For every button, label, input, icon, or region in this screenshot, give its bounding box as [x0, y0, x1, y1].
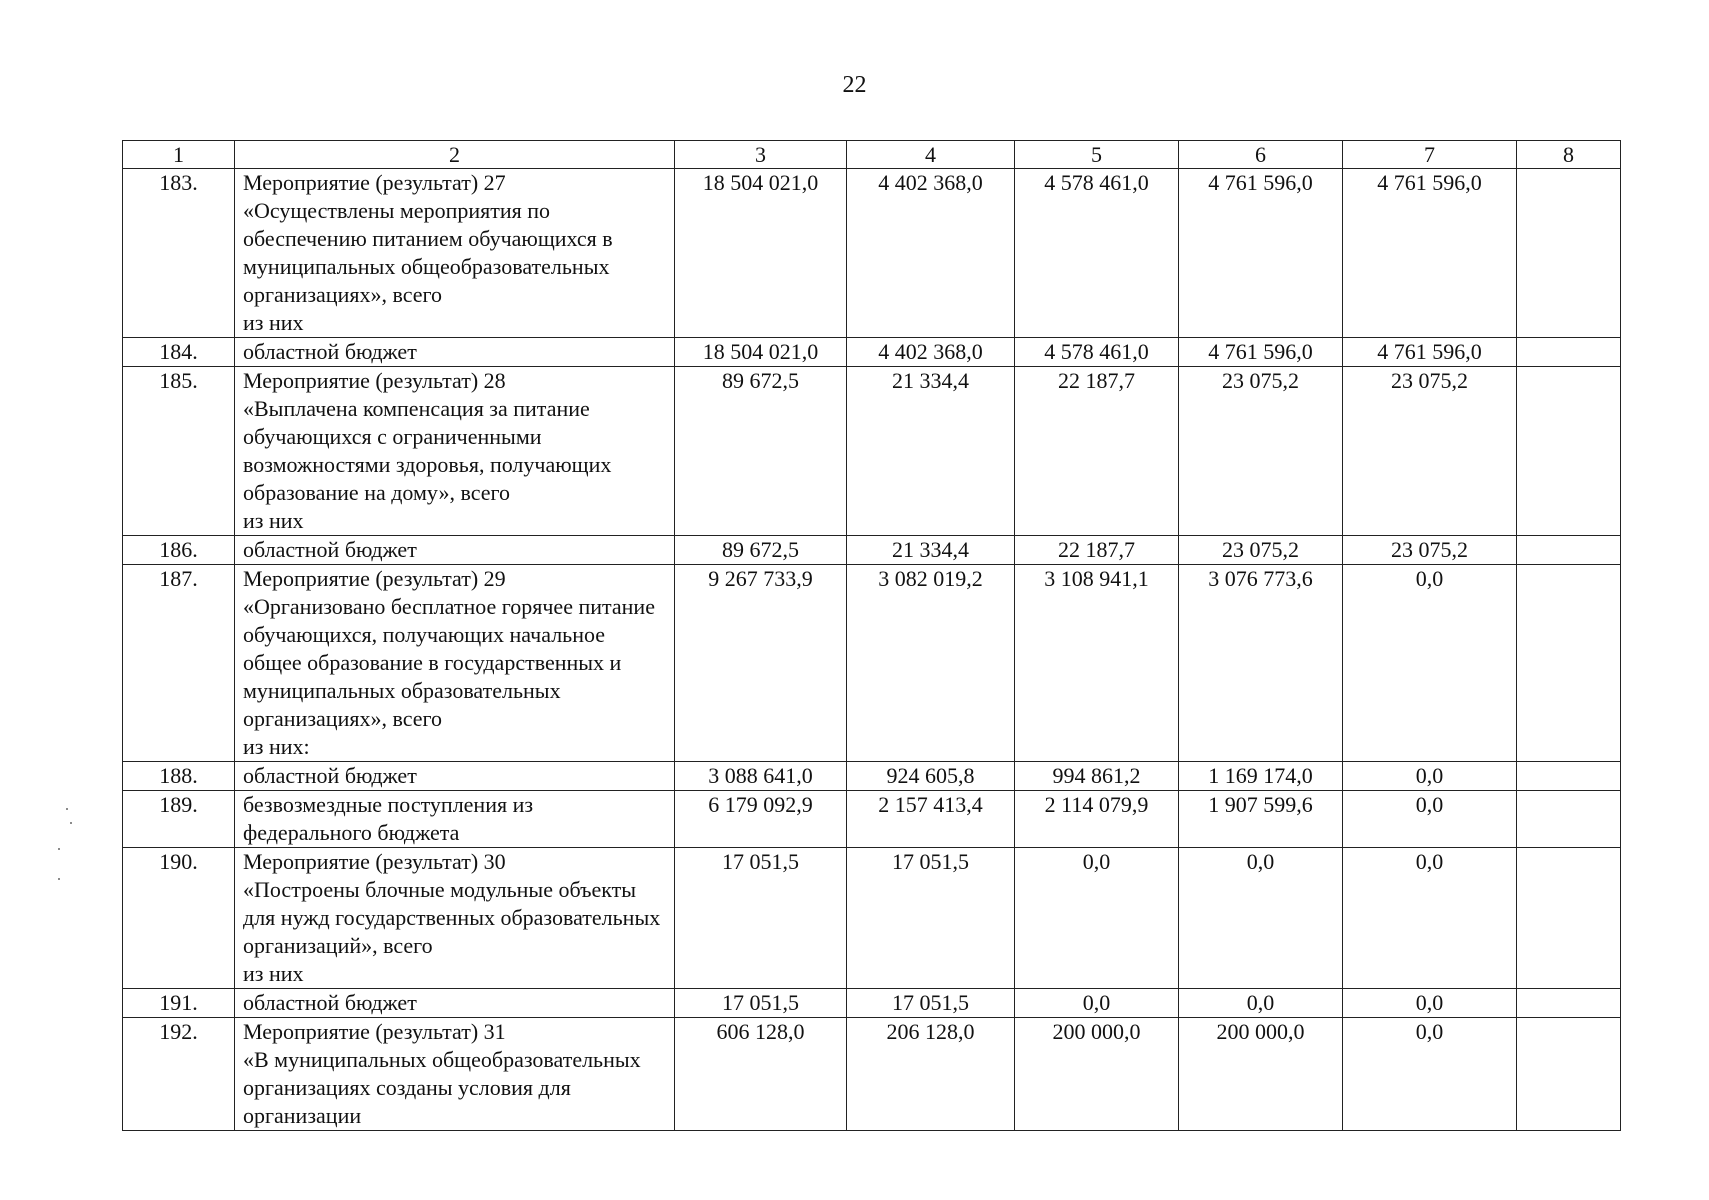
row-name: Мероприятие (результат) 28 «Выплачена компенсация за питание обучающихся с ограниченными возможностями здоровья, получающих образование на дому», всего из них [235, 367, 675, 536]
value-col-7: 0,0 [1343, 762, 1517, 791]
table-row [123, 367, 1621, 536]
value-col-4: 4 402 368,0 [847, 169, 1015, 338]
scan-speck [66, 808, 68, 810]
value-col-4: 924 605,8 [847, 762, 1015, 791]
value-col-4: 17 051,5 [847, 848, 1015, 989]
value-col-8 [1517, 762, 1621, 791]
column-header-6: 6 [1179, 141, 1343, 169]
value-col-7: 0,0 [1343, 989, 1517, 1018]
value-col-7: 4 761 596,0 [1343, 169, 1517, 338]
row-number: 188. [123, 762, 235, 791]
column-header-7: 7 [1343, 141, 1517, 169]
page-number: 22 [842, 72, 867, 98]
row-name: Мероприятие (результат) 27 «Осуществлены мероприятия по обеспечению питанием обучающихся в муниципальных общеобразовательных организациях», всего из них [235, 169, 675, 338]
value-col-8 [1517, 565, 1621, 762]
table-row [123, 848, 1621, 989]
value-col-3: 18 504 021,0 [675, 338, 847, 367]
value-col-8 [1517, 1018, 1621, 1131]
row-number: 187. [123, 565, 235, 762]
value-col-6: 0,0 [1179, 989, 1343, 1018]
value-col-3: 89 672,5 [675, 536, 847, 565]
value-col-4: 4 402 368,0 [847, 338, 1015, 367]
value-col-6: 3 076 773,6 [1179, 565, 1343, 762]
value-col-5: 4 578 461,0 [1015, 169, 1179, 338]
value-col-3: 6 179 092,9 [675, 791, 847, 848]
row-number: 192. [123, 1018, 235, 1131]
column-header-8: 8 [1517, 141, 1621, 169]
row-name: областной бюджет [235, 762, 675, 791]
row-name: безвозмездные поступления из федерального бюджета [235, 791, 675, 848]
value-col-4: 2 157 413,4 [847, 791, 1015, 848]
value-col-7: 0,0 [1343, 848, 1517, 989]
scan-speck [58, 878, 60, 880]
value-col-4: 206 128,0 [847, 1018, 1015, 1131]
row-name: Мероприятие (результат) 29 «Организовано бесплатное горячее питание обучающихся, получающих начальное общее образование в государственных и муниципальных образовательных организациях», всего из них: [235, 565, 675, 762]
value-col-6: 23 075,2 [1179, 536, 1343, 565]
column-header-3: 3 [675, 141, 847, 169]
table-body [123, 169, 1621, 1131]
value-col-6: 4 761 596,0 [1179, 338, 1343, 367]
value-col-4: 17 051,5 [847, 989, 1015, 1018]
value-col-7: 0,0 [1343, 565, 1517, 762]
table-row [123, 989, 1621, 1018]
table-row [123, 762, 1621, 791]
value-col-6: 1 169 174,0 [1179, 762, 1343, 791]
column-header-2: 2 [235, 141, 675, 169]
row-number: 189. [123, 791, 235, 848]
value-col-3: 606 128,0 [675, 1018, 847, 1131]
value-col-6: 23 075,2 [1179, 367, 1343, 536]
value-col-8 [1517, 791, 1621, 848]
value-col-6: 200 000,0 [1179, 1018, 1343, 1131]
row-number: 186. [123, 536, 235, 565]
value-col-6: 4 761 596,0 [1179, 169, 1343, 338]
row-number: 184. [123, 338, 235, 367]
value-col-7: 23 075,2 [1343, 367, 1517, 536]
value-col-5: 0,0 [1015, 989, 1179, 1018]
row-name: Мероприятие (результат) 31 «В муниципальных общеобразовательных организациях созданы условия для организации [235, 1018, 675, 1131]
row-name: областной бюджет [235, 989, 675, 1018]
row-number: 183. [123, 169, 235, 338]
value-col-6: 1 907 599,6 [1179, 791, 1343, 848]
value-col-3: 18 504 021,0 [675, 169, 847, 338]
row-number: 191. [123, 989, 235, 1018]
value-col-8 [1517, 367, 1621, 536]
value-col-4: 21 334,4 [847, 367, 1015, 536]
column-header-5: 5 [1015, 141, 1179, 169]
value-col-5: 3 108 941,1 [1015, 565, 1179, 762]
row-name: областной бюджет [235, 338, 675, 367]
value-col-5: 22 187,7 [1015, 367, 1179, 536]
table-row [123, 565, 1621, 762]
value-col-8 [1517, 536, 1621, 565]
scan-speck [58, 848, 60, 850]
scan-speck [70, 822, 72, 824]
row-number: 190. [123, 848, 235, 989]
table-row [123, 338, 1621, 367]
value-col-5: 0,0 [1015, 848, 1179, 989]
value-col-8 [1517, 989, 1621, 1018]
value-col-7: 0,0 [1343, 791, 1517, 848]
table-row [123, 169, 1621, 338]
column-header-1: 1 [123, 141, 235, 169]
value-col-4: 3 082 019,2 [847, 565, 1015, 762]
value-col-7: 4 761 596,0 [1343, 338, 1517, 367]
budget-table [122, 140, 1621, 1131]
value-col-3: 17 051,5 [675, 848, 847, 989]
value-col-4: 21 334,4 [847, 536, 1015, 565]
value-col-8 [1517, 169, 1621, 338]
value-col-8 [1517, 338, 1621, 367]
row-name: областной бюджет [235, 536, 675, 565]
value-col-5: 4 578 461,0 [1015, 338, 1179, 367]
value-col-5: 22 187,7 [1015, 536, 1179, 565]
value-col-7: 23 075,2 [1343, 536, 1517, 565]
value-col-7: 0,0 [1343, 1018, 1517, 1131]
value-col-3: 9 267 733,9 [675, 565, 847, 762]
value-col-5: 2 114 079,9 [1015, 791, 1179, 848]
table-row [123, 791, 1621, 848]
value-col-3: 17 051,5 [675, 989, 847, 1018]
table-row [123, 536, 1621, 565]
row-name: Мероприятие (результат) 30 «Построены блочные модульные объекты для нужд государственных образовательных организаций», всего из них [235, 848, 675, 989]
row-number: 185. [123, 367, 235, 536]
value-col-5: 200 000,0 [1015, 1018, 1179, 1131]
value-col-5: 994 861,2 [1015, 762, 1179, 791]
value-col-6: 0,0 [1179, 848, 1343, 989]
column-header-4: 4 [847, 141, 1015, 169]
header-row [123, 141, 1621, 169]
value-col-3: 3 088 641,0 [675, 762, 847, 791]
table-row [123, 1018, 1621, 1131]
value-col-3: 89 672,5 [675, 367, 847, 536]
value-col-8 [1517, 848, 1621, 989]
